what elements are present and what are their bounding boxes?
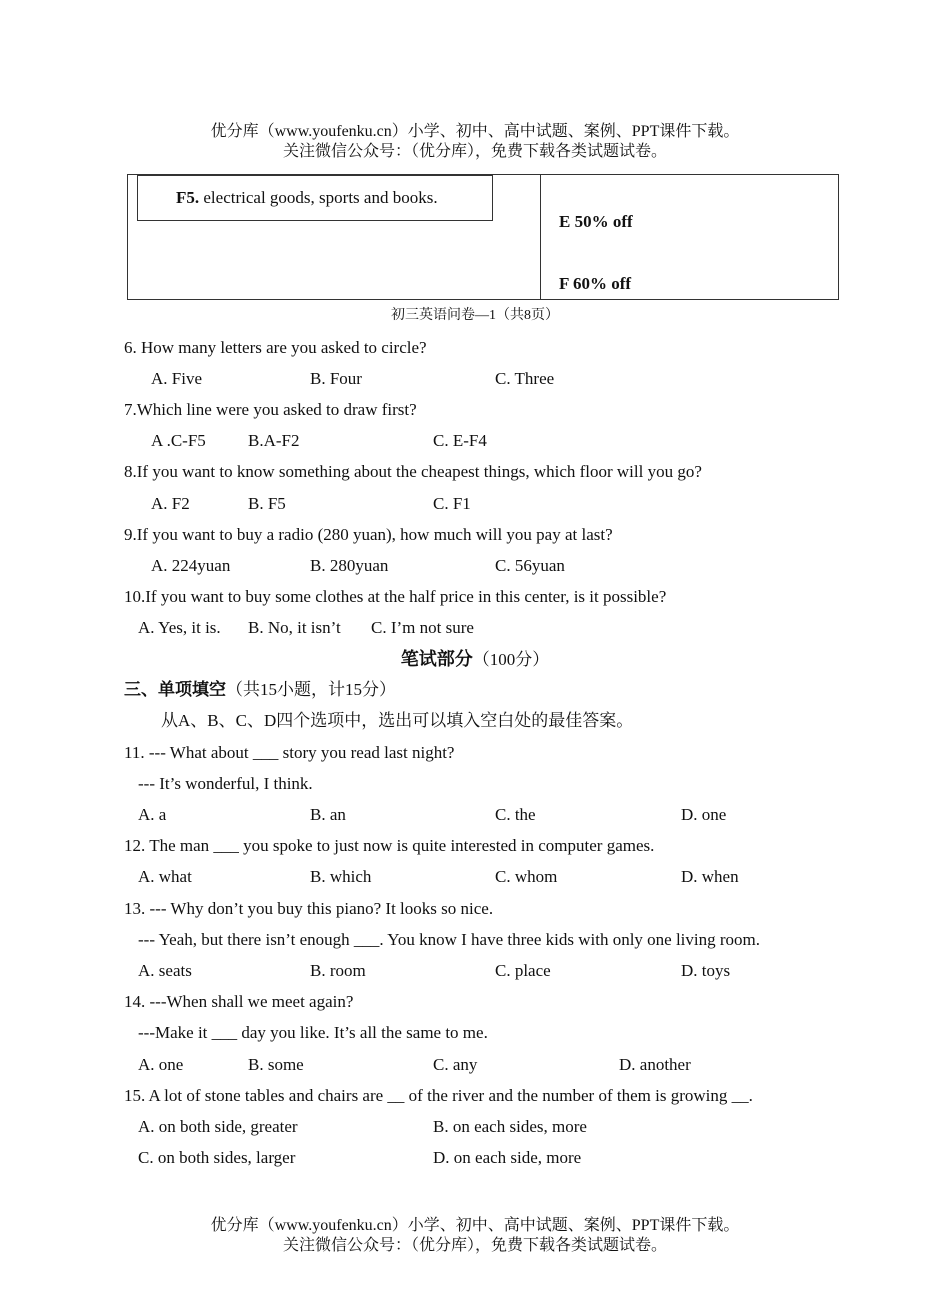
q15-option-a: A. on both side, greater bbox=[138, 1117, 298, 1136]
q10-option-a: A. Yes, it is. bbox=[138, 618, 221, 637]
section-3-note: （共15小题，计15分） bbox=[226, 680, 396, 699]
q9-option-a: A. 224yuan bbox=[151, 556, 231, 575]
q13-option-b: B. room bbox=[310, 961, 366, 980]
question-11: 11. --- What about ___ story you read last night? bbox=[124, 743, 455, 762]
q11-option-a: A. a bbox=[138, 805, 167, 824]
question-9: 9.If you want to buy a radio (280 yuan), how much will you pay at last? bbox=[124, 525, 613, 544]
q11-option-b: B. an bbox=[310, 805, 346, 824]
footer-line-2: 关注微信公众号：（优分库），免费下载各类试题试卷。 bbox=[282, 1237, 667, 1254]
section-3-heading bbox=[124, 680, 396, 700]
question-6: 6. How many letters are you asked to circle? bbox=[124, 338, 427, 357]
question-15: 15. A lot of stone tables and chairs are __ of the river and the number of them is growing __. bbox=[124, 1086, 753, 1105]
question-11-reply: --- It’s wonderful, I think. bbox=[138, 774, 313, 793]
question-12: 12. The man ___ you spoke to just now is quite interested in computer games. bbox=[124, 836, 655, 855]
q6-option-b: B. Four bbox=[310, 369, 362, 388]
table-divider bbox=[540, 174, 541, 300]
q12-option-c: C. whom bbox=[495, 867, 558, 886]
q13-option-d: D. toys bbox=[681, 961, 731, 980]
header-line-1: 优分库（www.youfenku.cn）小学、初中、高中试题、案例、PPT课件下载。 bbox=[210, 123, 740, 140]
q6-option-a: A. Five bbox=[151, 369, 202, 388]
discount-e: E 50% off bbox=[559, 212, 633, 231]
q8-option-b: B. F5 bbox=[248, 494, 286, 513]
written-score: （100分） bbox=[472, 650, 550, 669]
q10-option-b: B. No, it isn’t bbox=[248, 618, 341, 637]
q6-option-c: C. Three bbox=[495, 369, 555, 388]
q11-option-c: C. the bbox=[495, 805, 536, 824]
q14-option-c: C. any bbox=[433, 1055, 478, 1074]
question-8: 8.If you want to know something about the cheapest things, which floor will you go? bbox=[124, 462, 702, 481]
f5-label: F5. bbox=[176, 188, 200, 207]
q12-option-a: A. what bbox=[138, 867, 192, 886]
q10-option-c: C. I’m not sure bbox=[371, 618, 474, 637]
question-10: 10.If you want to buy some clothes at the half price in this center, is it possible? bbox=[124, 587, 667, 606]
written-part-title bbox=[0, 649, 950, 670]
question-13: 13. --- Why don’t you buy this piano? It looks so nice. bbox=[124, 899, 494, 918]
q13-option-c: C. place bbox=[495, 961, 551, 980]
q15-option-b: B. on each sides, more bbox=[433, 1117, 587, 1136]
f5-text: electrical goods, sports and books. bbox=[199, 188, 438, 207]
q13-option-a: A. seats bbox=[138, 961, 192, 980]
f5-row bbox=[176, 188, 438, 208]
question-14-reply: ---Make it ___ day you like. It’s all the same to me. bbox=[138, 1023, 488, 1042]
q8-option-a: A. F2 bbox=[151, 494, 190, 513]
question-13-reply: --- Yeah, but there isn’t enough ___. You know I have three kids with only one living room. bbox=[138, 930, 761, 949]
q11-option-d: D. one bbox=[681, 805, 727, 824]
footer-line-1: 优分库（www.youfenku.cn）小学、初中、高中试题、案例、PPT课件下载。 bbox=[210, 1217, 740, 1234]
q14-option-a: A. one bbox=[138, 1055, 184, 1074]
q15-option-d: D. on each side, more bbox=[433, 1148, 582, 1167]
q8-option-c: C. F1 bbox=[433, 494, 471, 513]
written-title: 笔试部分 bbox=[400, 649, 473, 669]
section-3-title: 三、单项填空 bbox=[124, 680, 226, 699]
question-7: 7.Which line were you asked to draw first? bbox=[124, 400, 417, 419]
discount-f: F 60% off bbox=[559, 274, 632, 293]
q7-option-c: C. E-F4 bbox=[433, 431, 487, 450]
q12-option-b: B. which bbox=[310, 867, 372, 886]
q9-option-b: B. 280yuan bbox=[310, 556, 389, 575]
q15-option-c: C. on both sides, larger bbox=[138, 1148, 296, 1167]
q7-option-a: A .C-F5 bbox=[151, 431, 206, 450]
q7-option-b: B.A-F2 bbox=[248, 431, 300, 450]
q14-option-d: D. another bbox=[619, 1055, 691, 1074]
q14-option-b: B. some bbox=[248, 1055, 304, 1074]
question-14: 14. ---When shall we meet again? bbox=[124, 992, 354, 1011]
q12-option-d: D. when bbox=[681, 867, 739, 886]
section-3-instruction: 从A、B、C、D四个选项中，选出可以填入空白处的最佳答案。 bbox=[161, 711, 634, 730]
page-caption: 初三英语问卷—1（共8页） bbox=[391, 308, 559, 323]
q9-option-c: C. 56yuan bbox=[495, 556, 565, 575]
header-line-2: 关注微信公众号：（优分库），免费下载各类试题试卷。 bbox=[282, 143, 667, 160]
